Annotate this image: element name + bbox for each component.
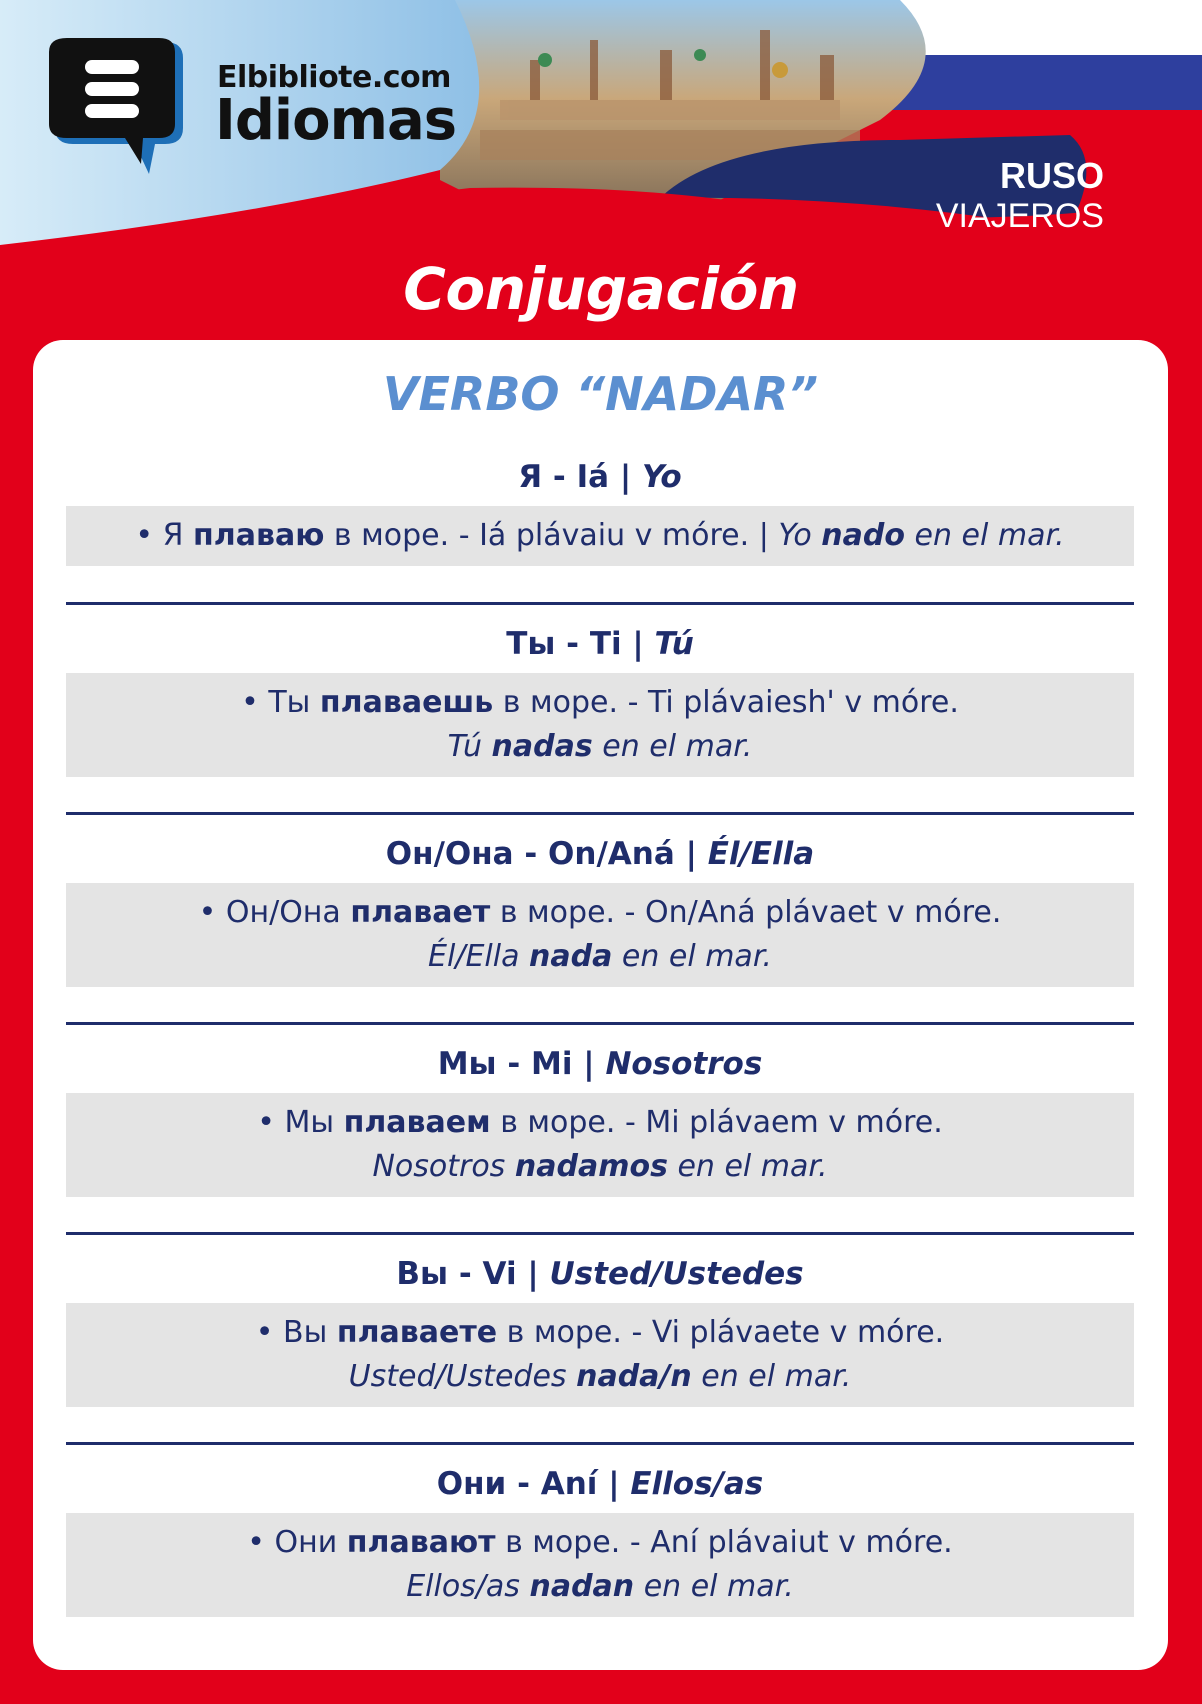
- section-divider: [66, 1442, 1134, 1445]
- example-ru-pronoun: Они: [274, 1525, 338, 1560]
- verb-title: VERBO “NADAR”: [382, 367, 819, 421]
- pronoun-heading: Я - Iá | Yo: [518, 459, 682, 495]
- example-sentence: • Вы плаваете в море. - Vi plávaete v móre. Usted/Ustedes nada/n en el mar.: [66, 1303, 1134, 1407]
- example-ru-verb: плаваю: [193, 518, 325, 553]
- example-es-pre: Yo: [778, 518, 812, 553]
- example-es-line: [76, 935, 1124, 979]
- example-ru-verb: плавает: [350, 895, 491, 930]
- example-es-pre: Él/Ella: [428, 939, 520, 974]
- example-sentence: • Мы плаваем в море. - Mi plávaem v móre. Nosotros nadamos en el mar.: [66, 1093, 1134, 1197]
- section-divider: [66, 1232, 1134, 1235]
- pronoun-ru: Мы: [437, 1046, 497, 1082]
- example-es-post: en el mar.: [701, 1359, 852, 1394]
- example-ru-pronoun: Мы: [284, 1105, 335, 1140]
- example-es-post: en el mar.: [621, 939, 772, 974]
- pronoun-heading: Он/Она - On/Aná | Él/Ella: [385, 836, 815, 872]
- example-es-line: [76, 1145, 1124, 1189]
- pronoun-es: Ellos/as: [630, 1466, 764, 1502]
- example-ru-rest: в море.: [333, 518, 450, 553]
- example-translit: On/Aná plávaet v móre.: [644, 895, 1002, 930]
- example-sentence: • Он/Она плавает в море. - On/Aná plávaet v móre. Él/Ella nada en el mar.: [66, 883, 1134, 987]
- pronoun-ru: Я: [518, 459, 543, 495]
- page-title: Conjugación: [403, 255, 799, 323]
- pronoun-es: Usted/Ustedes: [549, 1256, 804, 1292]
- conjugation-section-ellos: [66, 1455, 1134, 1617]
- example-es-pre: Nosotros: [372, 1149, 506, 1184]
- tag-language: RUSO: [999, 155, 1104, 196]
- example-es-line: [76, 1355, 1124, 1399]
- example-es-post: en el mar.: [914, 518, 1065, 553]
- example-sentence: • Я плаваю в море. - Iá plávaiu v móre. | Yo nado en el mar.: [66, 506, 1134, 566]
- example-translit: Ti plávaiesh' v móre.: [647, 685, 959, 720]
- conjugation-section-tu: [66, 615, 1134, 777]
- brand-site: Elbibliote.com: [217, 60, 451, 95]
- tag-category: VIAJEROS: [935, 197, 1104, 235]
- conjugation-section-yo: [66, 448, 1134, 566]
- example-sentence: • Ты плаваешь в море. - Ti plávaiesh' v móre. Tú nadas en el mar.: [66, 673, 1134, 777]
- example-es-line: [76, 1565, 1124, 1609]
- example-translit: Mi plávaem v móre.: [645, 1105, 943, 1140]
- example-ru-rest: в море.: [500, 1105, 616, 1140]
- pronoun-translit: Iá: [576, 459, 610, 495]
- example-ru-verb: плаваете: [336, 1315, 498, 1350]
- brand-name: Idiomas: [215, 88, 457, 153]
- brand-logo[interactable]: [45, 38, 465, 188]
- example-ru-verb: плавают: [346, 1525, 496, 1560]
- section-divider: [66, 812, 1134, 815]
- pronoun-es: Nosotros: [605, 1046, 763, 1082]
- example-es-pre: Tú: [447, 729, 482, 764]
- example-es-pre: Usted/Ustedes: [348, 1359, 567, 1394]
- example-translit: Aní plávaiut v móre.: [650, 1525, 953, 1560]
- example-es-verb: nado: [821, 518, 905, 553]
- example-es-verb: nada: [529, 939, 613, 974]
- example-ru-pronoun: Ты: [268, 685, 311, 720]
- example-ru-pronoun: Вы: [283, 1315, 328, 1350]
- pronoun-ru: Они: [436, 1466, 507, 1502]
- conjugation-section-usted: [66, 1245, 1134, 1407]
- conjugation-card: [33, 340, 1168, 1670]
- pronoun-heading: Вы - Vi | Usted/Ustedes: [396, 1256, 804, 1292]
- example-es-post: en el mar.: [602, 729, 753, 764]
- example-es-verb: nada/n: [576, 1359, 692, 1394]
- example-ru-verb: плаваешь: [319, 685, 494, 720]
- example-translit: Iá plávaiu v móre.: [479, 518, 750, 553]
- example-ru-pronoun: Он/Она: [225, 895, 341, 930]
- section-divider: [66, 602, 1134, 605]
- section-divider: [66, 1022, 1134, 1025]
- example-es-verb: nadas: [491, 729, 593, 764]
- example-sentence: • Они плавают в море. - Aní plávaiut v móre. Ellos/as nadan en el mar.: [66, 1513, 1134, 1617]
- pronoun-heading: Мы - Mi | Nosotros: [437, 1046, 763, 1082]
- example-ru-rest: в море.: [505, 1525, 621, 1560]
- example-ru-verb: плаваем: [343, 1105, 491, 1140]
- example-es-verb: nadan: [529, 1569, 635, 1604]
- example-es-verb: nadamos: [514, 1149, 668, 1184]
- pronoun-ru: Ты: [506, 626, 556, 662]
- chat-bubble-menu-icon: [45, 38, 205, 178]
- example-ru-rest: в море.: [499, 895, 616, 930]
- example-es-line: [76, 725, 1124, 769]
- example-translit: Vi plávaete v móre.: [651, 1315, 945, 1350]
- example-es-post: en el mar.: [643, 1569, 794, 1604]
- pronoun-translit: Mi: [531, 1046, 573, 1082]
- pronoun-es: Él/Ella: [707, 836, 815, 872]
- pronoun-translit: Ti: [589, 626, 622, 662]
- pronoun-ru: Он/Она: [385, 836, 514, 872]
- pronoun-translit: Aní: [540, 1466, 598, 1502]
- language-tag: [936, 156, 1104, 236]
- example-ru-pronoun: Я: [162, 518, 184, 553]
- example-es-post: en el mar.: [677, 1149, 828, 1184]
- pronoun-translit: On/Aná: [548, 836, 675, 872]
- pronoun-ru: Вы: [396, 1256, 449, 1292]
- pronoun-es: Yo: [641, 459, 682, 495]
- pronoun-es: Tú: [654, 626, 694, 662]
- example-ru-rest: в море.: [502, 685, 619, 720]
- pronoun-heading: Ты - Ti | Tú: [506, 626, 694, 662]
- conjugation-section-el-ella: [66, 825, 1134, 987]
- example-ru-rest: в море.: [506, 1315, 622, 1350]
- conjugation-section-nosotros: [66, 1035, 1134, 1197]
- pronoun-heading: Они - Aní | Ellos/as: [436, 1466, 764, 1502]
- pronoun-translit: Vi: [482, 1256, 517, 1292]
- example-es-pre: Ellos/as: [406, 1569, 520, 1604]
